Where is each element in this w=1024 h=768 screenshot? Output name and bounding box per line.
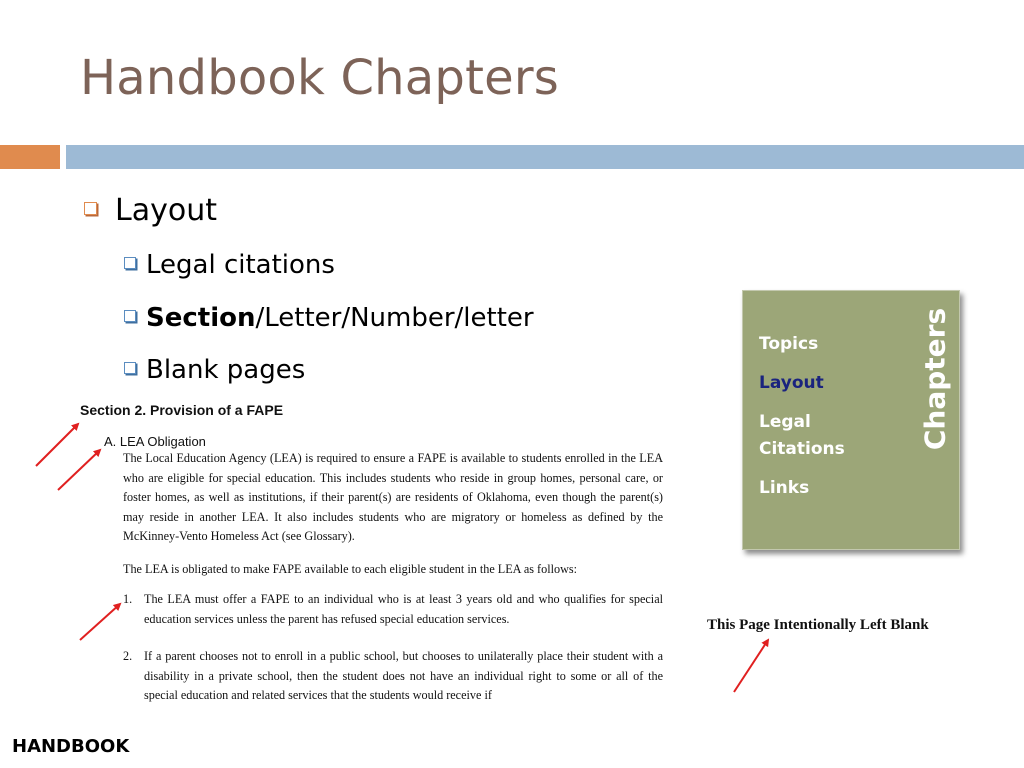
nav-item-topics[interactable]: Topics xyxy=(759,334,819,354)
handbook-excerpt xyxy=(80,402,670,702)
nav-item-links[interactable]: Links xyxy=(759,478,810,498)
list-item-text: The LEA must offer a FAPE to an individual who is at least 3 years old and who qualifies for special education services unless the parent has refused special education services. xyxy=(144,592,663,626)
excerpt-sub-heading: A. LEA Obligation xyxy=(104,434,206,449)
blank-page-note: This Page Intentionally Left Blank xyxy=(707,617,929,633)
nav-item-layout[interactable]: Layout xyxy=(759,373,824,393)
bullet-legal-citations xyxy=(124,250,335,280)
list-item-text: If a parent chooses not to enroll in a public school, but chooses to unilaterally place their student with a disability in a private school, then the student does not have an individual right to some or all of the special education and related services that the students would receive if xyxy=(144,649,663,702)
chapters-nav-list xyxy=(759,331,879,514)
accent-bar-orange xyxy=(0,145,60,169)
excerpt-section-heading: Section 2. Provision of a FAPE xyxy=(80,402,284,418)
arrow-up-right-icon xyxy=(734,640,768,692)
bullet-blank-pages-label: Blank pages xyxy=(146,355,306,385)
slide-title: Handbook Chapters xyxy=(80,50,559,106)
square-bullet-icon xyxy=(124,362,136,374)
accent-bar-blue xyxy=(66,145,1024,169)
bullet-section-bold: Section xyxy=(146,303,256,333)
nav-item-legal-citations[interactable]: Legal Citations xyxy=(759,412,845,459)
bullet-blank-pages xyxy=(124,355,305,385)
bullet-section-rest: /Letter/Number/letter xyxy=(255,303,534,333)
list-item-number: 1. xyxy=(123,592,133,606)
excerpt-paragraph-2: The LEA is obligated to make FAPE available to each eligible student in the LEA as follows: xyxy=(123,562,577,576)
bullet-layout xyxy=(84,193,217,228)
arrow-up-right-icon xyxy=(36,424,78,466)
chapters-vertical-label: Chapters xyxy=(918,307,952,451)
square-bullet-icon xyxy=(84,202,97,215)
list-item-number: 2. xyxy=(123,649,133,663)
chapters-nav-card xyxy=(742,290,960,550)
square-bullet-icon xyxy=(124,257,136,269)
footer-label: HANDBOOK xyxy=(12,736,130,757)
bullet-section-letter-number xyxy=(124,303,534,333)
bullet-layout-label: Layout xyxy=(115,193,217,228)
square-bullet-icon xyxy=(124,310,136,322)
bullet-legal-citations-label: Legal citations xyxy=(146,250,335,280)
excerpt-paragraph-1: The Local Education Agency (LEA) is required to ensure a FAPE is available to students enrolled in the LEA who are eligible for special education. This includes students who reside in group homes, personal care, or foster homes, as well as institutions, if their parent(s) are residents of Oklahoma, even though the parent(s) may reside in another LEA. It also includes students who are migratory or homeless as defined by the McKinney-Vento Homeless Act (see Glossary). xyxy=(123,451,663,543)
